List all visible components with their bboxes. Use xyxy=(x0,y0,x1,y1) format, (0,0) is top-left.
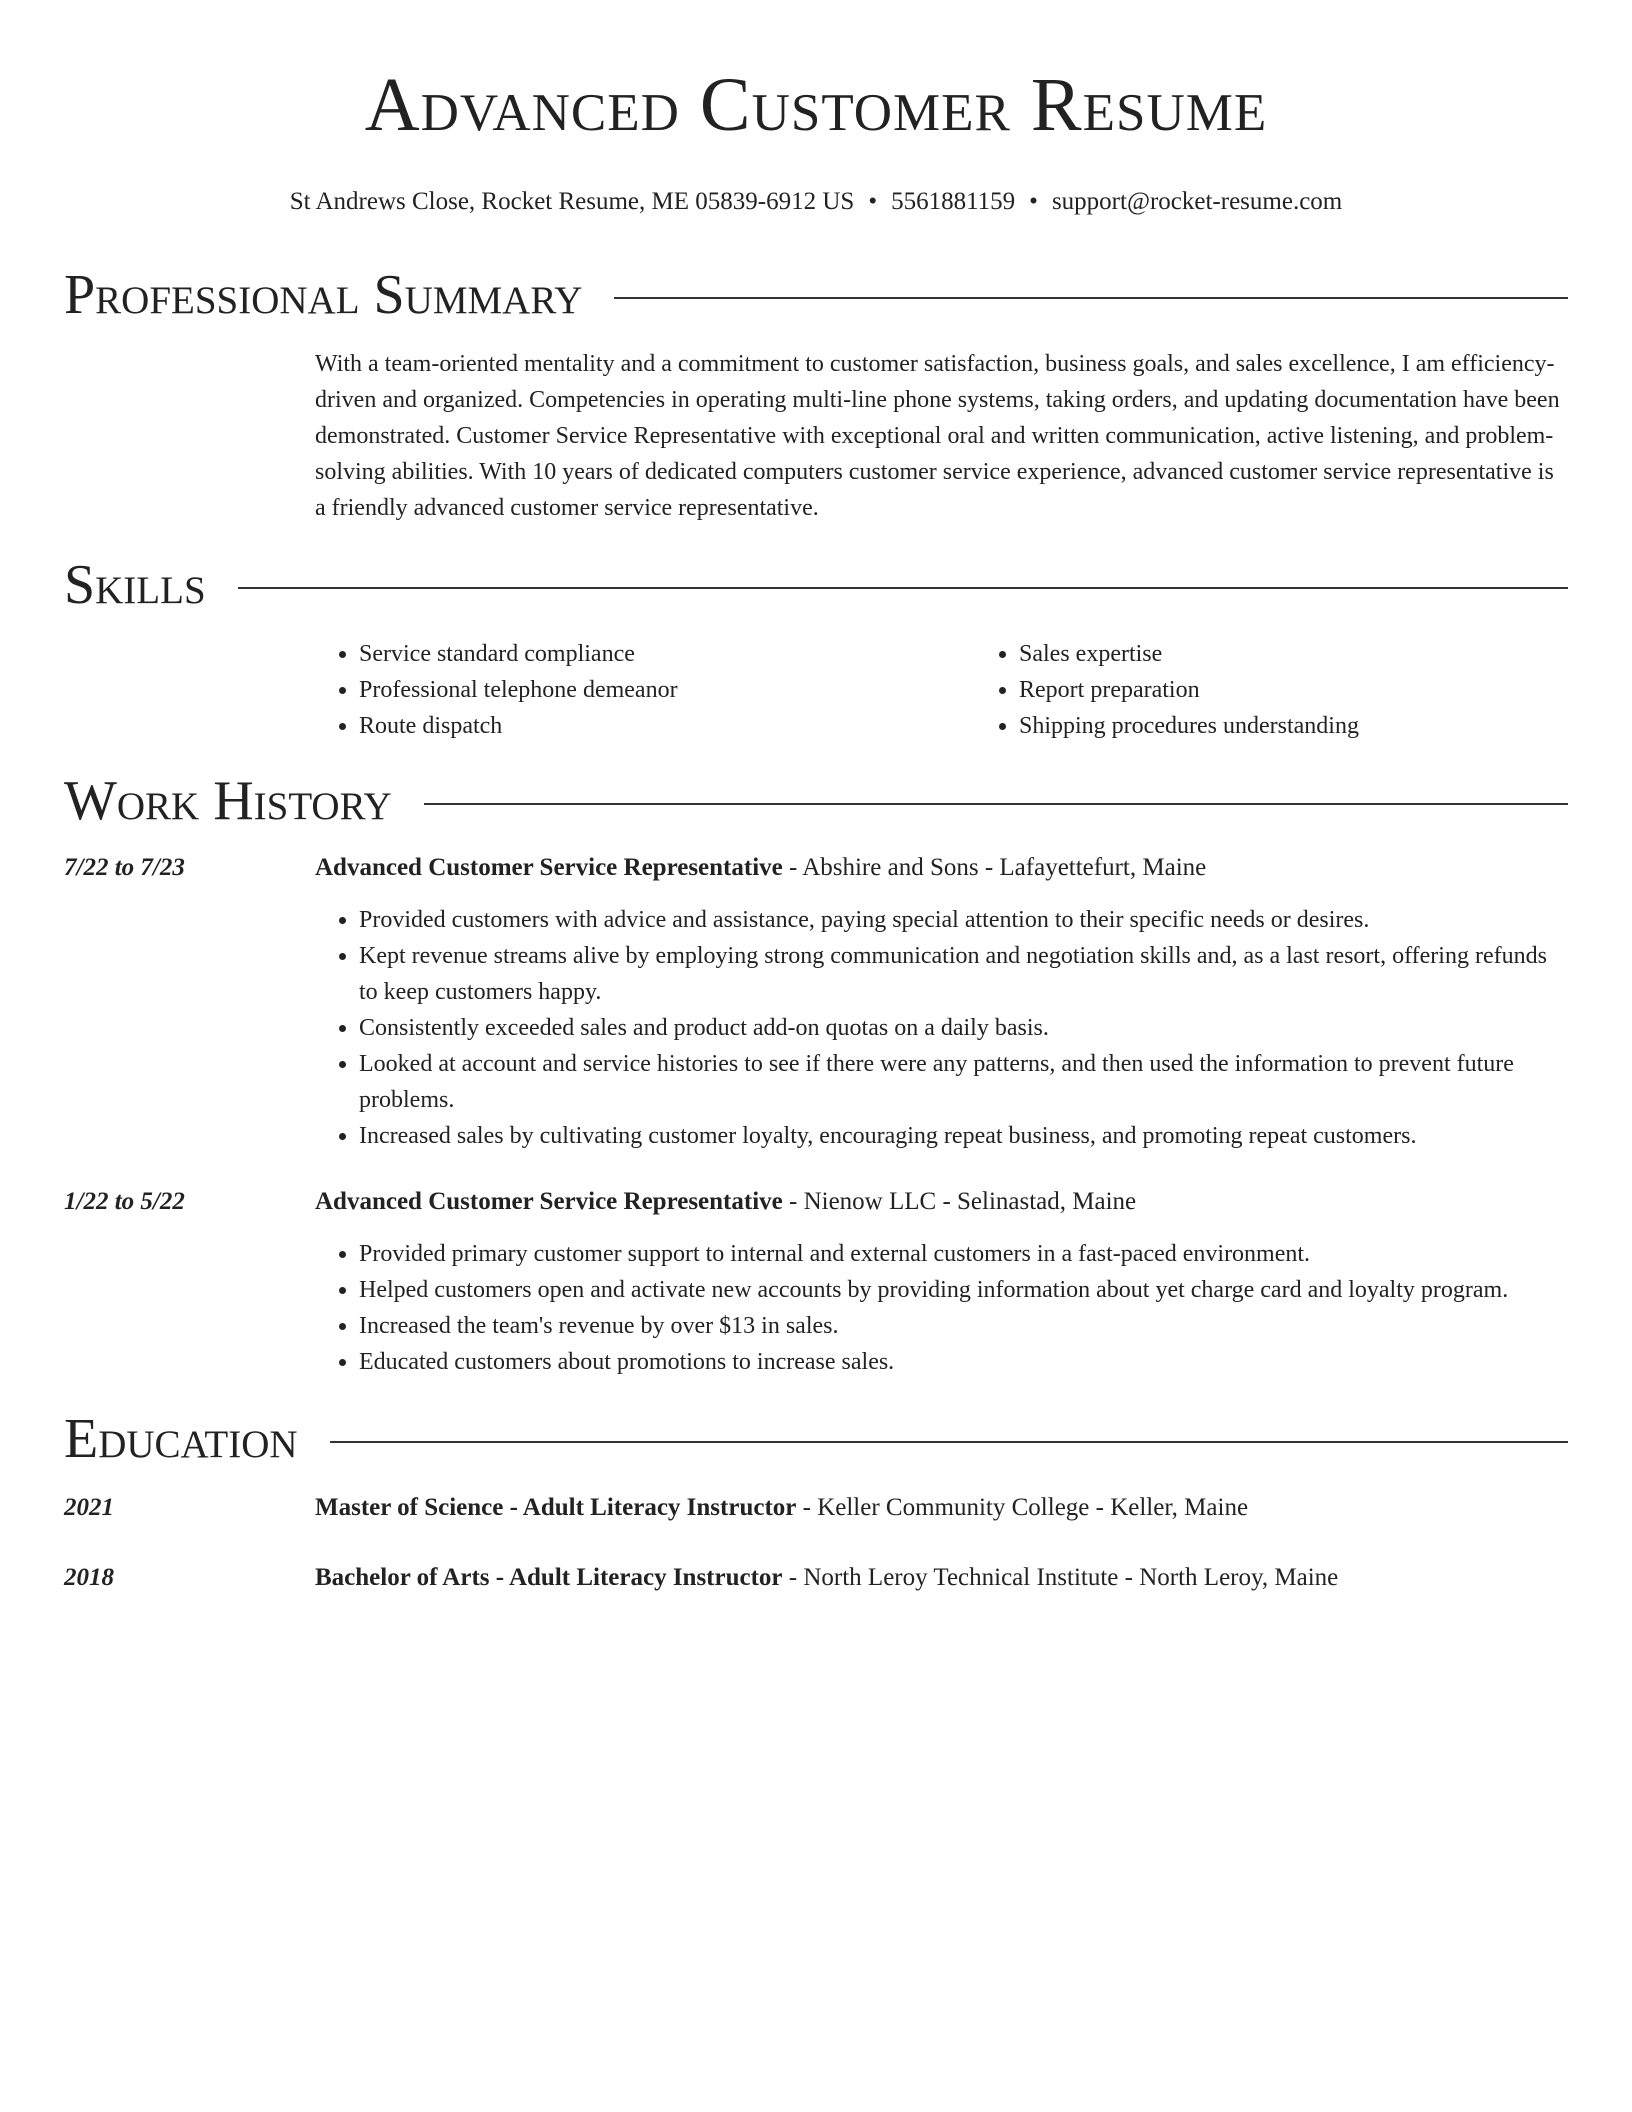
job-entry xyxy=(64,1184,1568,1380)
job-details: - Nienow LLC - Selinastad, Maine xyxy=(782,1188,1137,1215)
skills-list-right xyxy=(975,636,1632,744)
education-line xyxy=(315,1560,1568,1596)
work-section xyxy=(64,766,1568,1380)
job-title: Advanced Customer Service Representative xyxy=(315,854,783,881)
section-rule xyxy=(238,587,1568,589)
job-content xyxy=(315,850,1568,1154)
section-rule xyxy=(424,803,1568,805)
education-details: - North Leroy Technical Institute - North Leroy, Maine xyxy=(782,1564,1339,1591)
job-bullet: • Increased sales by cultivating customer loyalty, encouraging repeat business, and promoting repeat customers. xyxy=(359,1118,1568,1154)
education-content xyxy=(315,1490,1568,1526)
summary-header xyxy=(64,260,1568,330)
contact-phone: 5561881159 xyxy=(891,188,1016,215)
job-dates: 1/22 to 5/22 xyxy=(64,1188,185,1215)
education-section xyxy=(64,1404,1568,1596)
job-bullets xyxy=(315,902,1568,1154)
job-bullet: • Helped customers open and activate new accounts by providing information about yet charge card and loyalty program. xyxy=(359,1272,1568,1308)
contact-line xyxy=(64,186,1568,218)
education-details: - Keller Community College - Keller, Maine xyxy=(796,1494,1249,1521)
skills-title: Skills xyxy=(64,554,206,616)
job-title-line xyxy=(315,850,1568,886)
education-entry xyxy=(64,1560,1568,1596)
summary-left-spacer xyxy=(64,346,315,526)
contact-separator: • xyxy=(1029,188,1038,215)
job-entry xyxy=(64,850,1568,1154)
education-year: 2018 xyxy=(64,1564,114,1591)
job-bullet: • Educated customers about promotions to increase sales. xyxy=(359,1344,1568,1380)
skills-list-left xyxy=(315,636,975,744)
job-bullet: • Kept revenue streams alive by employing strong communication and negotiation skills and, as a last resort, offering refunds to keep customers happy. xyxy=(359,938,1568,1010)
job-content xyxy=(315,1184,1568,1380)
skill-item: • Sales expertise xyxy=(1019,636,1632,672)
job-details: - Abshire and Sons - Lafayettefurt, Maine xyxy=(782,854,1207,881)
education-line xyxy=(315,1490,1568,1526)
skills-left-spacer xyxy=(64,636,315,744)
summary-text: With a team-oriented mentality and a commitment to customer satisfaction, business goals, and sales excellence, I am efficiency-driven and organized. Competencies in operating multi-line phone systems, taking orders, and updating documentation have been demonstrated. Customer Service Representative with exceptional oral and written communication, active listening, and problem-solving abilities. With 10 years of dedicated computers customer service experience, advanced customer service representative is a friendly advanced customer service representative. xyxy=(315,351,1560,521)
job-bullets xyxy=(315,1236,1568,1380)
skill-item: • Service standard compliance xyxy=(359,636,975,672)
education-content xyxy=(315,1560,1568,1596)
education-entry xyxy=(64,1490,1568,1526)
skills-row xyxy=(64,636,1568,744)
skill-item: • Report preparation xyxy=(1019,672,1632,708)
education-degree: Bachelor of Arts - Adult Literacy Instructor xyxy=(315,1564,783,1591)
job-bullet: • Looked at account and service histories to see if there were any patterns, and then used the information to prevent future problems. xyxy=(359,1046,1568,1118)
job-bullet: • Provided primary customer support to internal and external customers in a fast-paced environment. xyxy=(359,1236,1568,1272)
job-title-line xyxy=(315,1184,1568,1220)
education-title: Education xyxy=(64,1408,298,1470)
education-year: 2021 xyxy=(64,1494,114,1521)
skill-item: • Route dispatch xyxy=(359,708,975,744)
job-title: Advanced Customer Service Representative xyxy=(315,1188,783,1215)
job-bullet: • Provided customers with advice and assistance, paying special attention to their specific needs or desires. xyxy=(359,902,1568,938)
job-bullet: • Increased the team's revenue by over $13 in sales. xyxy=(359,1308,1568,1344)
contact-email: support@rocket-resume.com xyxy=(1051,188,1343,215)
summary-title: Professional Summary xyxy=(64,264,583,326)
job-dates: 7/22 to 7/23 xyxy=(64,854,185,881)
work-title: Work History xyxy=(64,770,392,832)
skills-grid xyxy=(315,636,1632,744)
resume-name: Advanced Customer Resume xyxy=(364,63,1268,147)
education-header xyxy=(64,1404,1568,1474)
summary-body xyxy=(315,346,1568,526)
work-header xyxy=(64,766,1568,836)
summary-row xyxy=(64,346,1568,526)
contact-separator: • xyxy=(868,188,878,215)
section-rule xyxy=(330,1441,1568,1443)
skill-item: • Professional telephone demeanor xyxy=(359,672,975,708)
job-bullet: • Consistently exceeded sales and product add-on quotas on a daily basis. xyxy=(359,1010,1568,1046)
education-degree: Master of Science - Adult Literacy Instructor xyxy=(315,1494,797,1521)
summary-section xyxy=(64,260,1568,526)
skill-item: • Shipping procedures understanding xyxy=(1019,708,1632,744)
skills-section xyxy=(64,550,1568,744)
skills-header xyxy=(64,550,1568,620)
contact-address: St Andrews Close, Rocket Resume, ME 05839-6912 US xyxy=(289,188,855,215)
section-rule xyxy=(614,297,1568,299)
